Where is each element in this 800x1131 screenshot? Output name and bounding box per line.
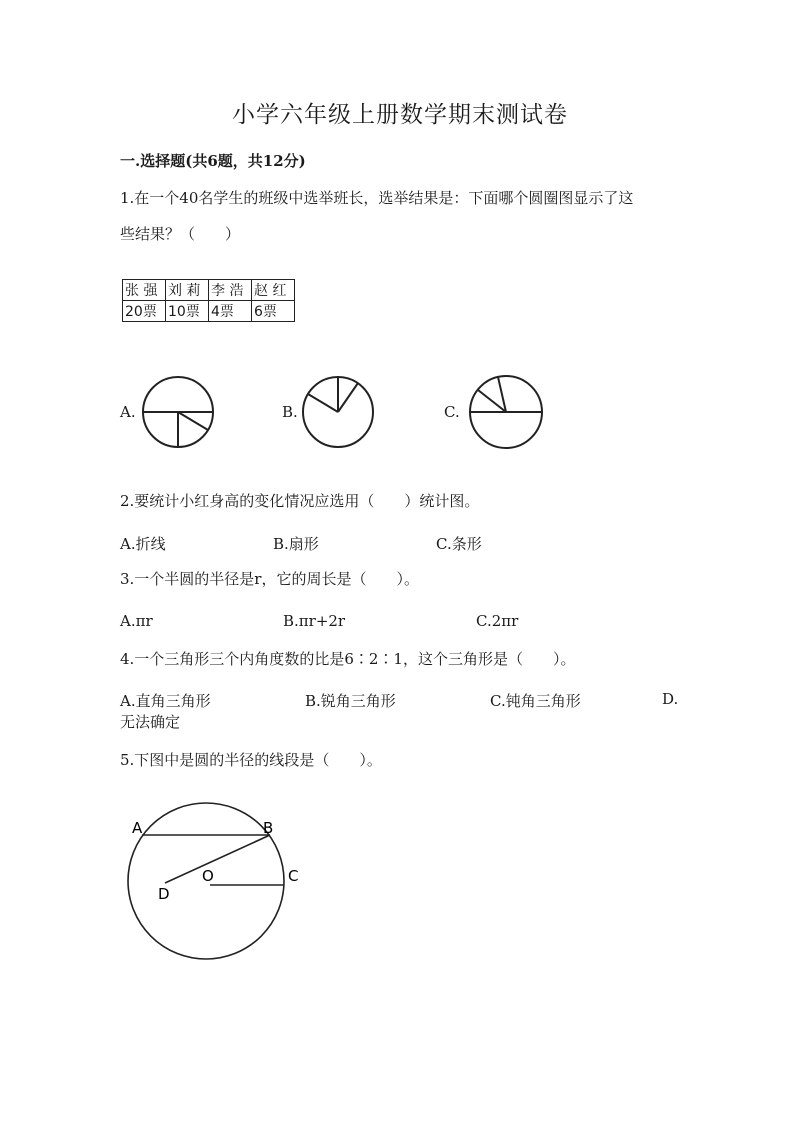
section-heading: 一.选择题(共6题，共12分) — [120, 152, 306, 170]
segment-bd — [165, 835, 270, 883]
q4-option-a[interactable]: A.直角三角形 — [120, 692, 211, 710]
q5-circle-figure — [120, 805, 320, 970]
pie-line — [308, 394, 338, 412]
point-label-a: A — [132, 819, 143, 837]
point-label-o: O — [202, 867, 214, 885]
table-cell: 李 浩 — [209, 280, 252, 301]
q4-option-d[interactable]: D. — [662, 690, 679, 708]
question-1-line-2: 些结果？（ ） — [120, 225, 241, 243]
q1-option-c-label[interactable]: C. — [444, 403, 460, 421]
q3-option-c[interactable]: C.2πr — [476, 612, 519, 630]
q3-option-a[interactable]: A.πr — [120, 612, 153, 630]
q2-option-a[interactable]: A.折线 — [120, 535, 166, 553]
q2-option-c[interactable]: C.条形 — [436, 535, 482, 553]
point-label-b: B — [263, 819, 274, 837]
table-cell: 4票 — [209, 301, 252, 322]
q1-option-c-pie[interactable] — [466, 374, 546, 450]
q1-option-b-label[interactable]: B. — [282, 403, 298, 421]
q1-option-a-label[interactable]: A. — [120, 403, 136, 421]
table-cell: 20票 — [123, 301, 166, 322]
vote-table — [122, 279, 295, 322]
table-cell: 张 强 — [123, 280, 166, 301]
point-label-c: C — [288, 867, 299, 885]
pie-line — [178, 412, 208, 430]
table-row — [123, 280, 295, 301]
question-2: 2.要统计小红身高的变化情况应选用（ ）统计图。 — [120, 492, 480, 510]
q1-option-b-pie[interactable] — [300, 374, 376, 450]
table-cell: 6票 — [252, 301, 295, 322]
pie-line — [338, 383, 358, 412]
q3-option-b[interactable]: B.πr+2r — [283, 612, 346, 630]
q1-option-a-pie[interactable] — [140, 374, 216, 450]
question-5: 5.下图中是圆的半径的线段是（ ）。 — [120, 751, 382, 769]
q2-option-b[interactable]: B.扇形 — [273, 535, 319, 553]
table-cell: 刘 莉 — [166, 280, 209, 301]
q4-option-b[interactable]: B.锐角三角形 — [305, 692, 396, 710]
q4-option-c[interactable]: C.钝角三角形 — [490, 692, 581, 710]
question-4: 4.一个三角形三个内角度数的比是6∶2∶1，这个三角形是（ ）。 — [120, 650, 576, 668]
point-label-d: D — [158, 885, 170, 903]
table-row — [123, 301, 295, 322]
page-title: 小学六年级上册数学期末测试卷 — [232, 102, 568, 128]
question-1-line-1: 1.在一个40名学生的班级中选举班长，选举结果是：下面哪个圆圈图显示了这 — [120, 189, 634, 207]
table-cell: 10票 — [166, 301, 209, 322]
q4-option-d-continued[interactable]: 无法确定 — [120, 713, 181, 731]
table-cell: 赵 红 — [252, 280, 295, 301]
question-3: 3.一个半圆的半径是r，它的周长是（ ）。 — [120, 570, 419, 588]
